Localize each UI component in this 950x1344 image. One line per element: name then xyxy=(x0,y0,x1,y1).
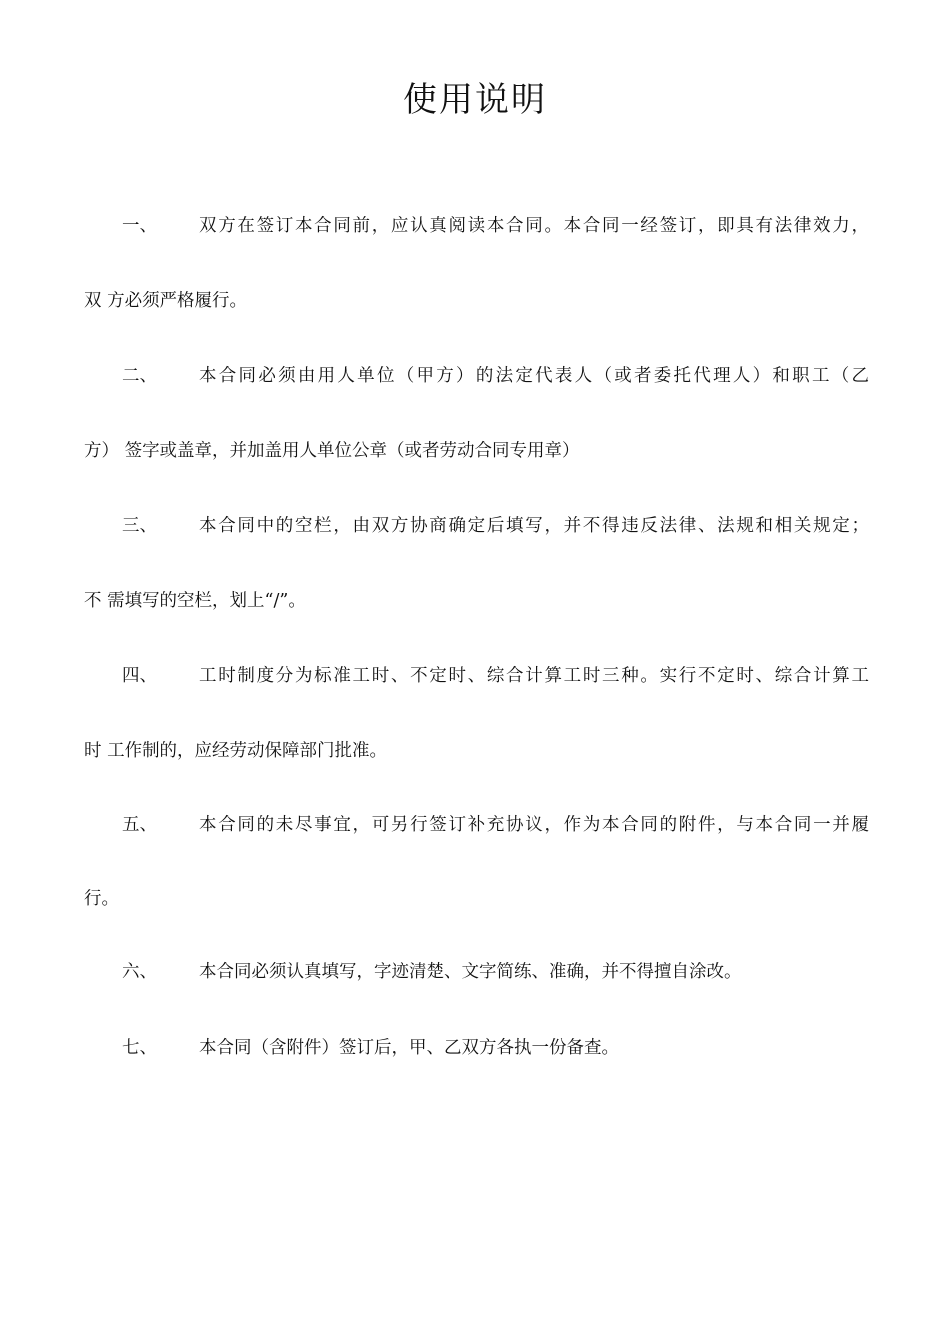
item-4-text: 工时制度分为标准工时、不定时、综合计算工时三种。实行不定时、综合计算工 xyxy=(199,666,869,686)
item-7-number: 七、 xyxy=(122,1038,157,1058)
item-1-number: 一、 xyxy=(122,216,157,236)
item-6-line-1 xyxy=(122,958,922,986)
item-4-line-2: 时 工作制的，应经劳动保障部门批准。 xyxy=(84,741,388,761)
item-2-text: 本合同必须由用人单位（甲方）的法定代表人（或者委托代理人）和职工（乙 xyxy=(199,366,869,386)
item-1-line-2: 双 方必须严格履行。 xyxy=(84,291,248,311)
item-3-text: 本合同中的空栏，由双方协商确定后填写，并不得违反法律、法规和相关规定； xyxy=(199,516,869,536)
item-6-number: 六、 xyxy=(122,962,157,982)
item-3-line-1 xyxy=(122,512,922,540)
item-3-line-2: 不 需填写的空栏，划上“/”。 xyxy=(84,591,306,611)
item-1-text: 双方在签订本合同前，应认真阅读本合同。本合同一经签订，即具有法律效力， xyxy=(199,216,869,236)
item-4-line-1 xyxy=(122,662,922,690)
item-5-line-2: 行。 xyxy=(84,889,119,909)
item-6-text: 本合同必须认真填写，字迹清楚、文字简练、准确，并不得擅自涂改。 xyxy=(199,962,742,982)
item-4-number: 四、 xyxy=(122,666,157,686)
item-5-line-1 xyxy=(122,811,922,839)
item-2-number: 二、 xyxy=(122,366,157,386)
item-7-text: 本合同（含附件）签订后，甲、乙双方各执一份备查。 xyxy=(199,1038,619,1058)
item-2-line-1 xyxy=(122,362,922,390)
item-2-line-2: 方） 签字或盖章，并加盖用人单位公章（或者劳动合同专用章） xyxy=(84,441,580,461)
item-7-line-1 xyxy=(122,1034,922,1062)
item-3-number: 三、 xyxy=(122,516,157,536)
item-5-number: 五、 xyxy=(122,815,157,835)
item-5-text: 本合同的未尽事宜，可另行签订补充协议，作为本合同的附件，与本合同一并履 xyxy=(199,815,869,835)
page-title: 使用说明 xyxy=(403,80,547,120)
item-1-line-1 xyxy=(122,212,922,240)
